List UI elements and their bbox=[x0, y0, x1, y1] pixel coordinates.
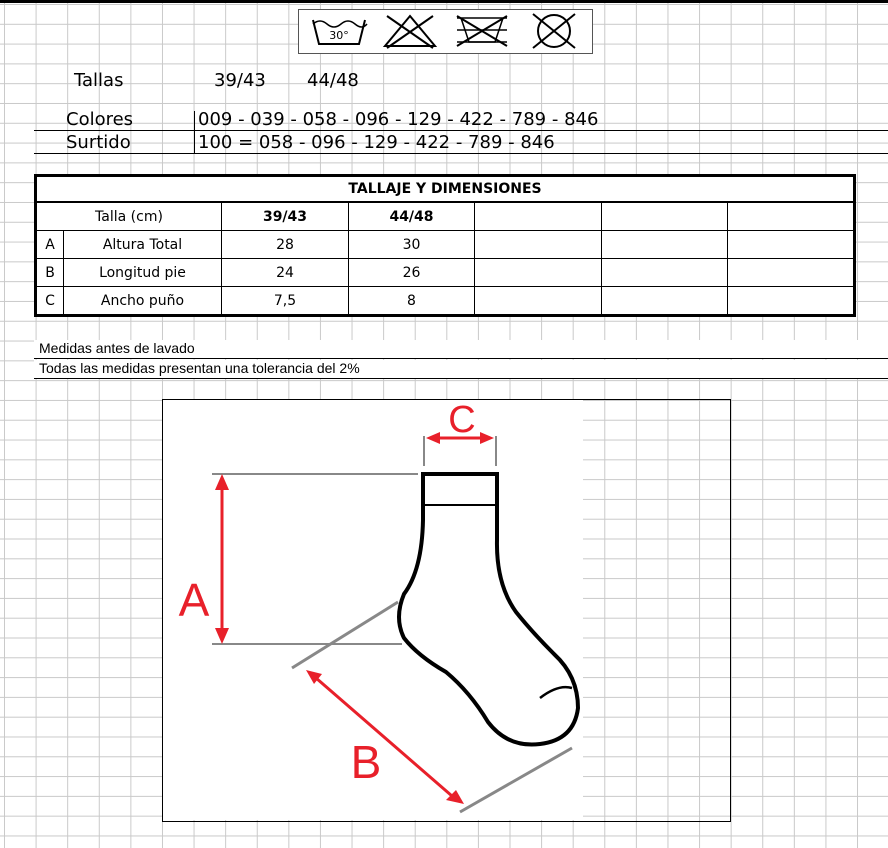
size-44-48: 44/48 bbox=[307, 70, 359, 91]
note-before-wash: Medidas antes de lavado bbox=[34, 340, 888, 359]
label-a: A bbox=[178, 574, 210, 626]
row-value: 30 bbox=[349, 231, 475, 259]
row-value: 8 bbox=[349, 287, 475, 316]
assortment-label: Surtido bbox=[66, 132, 131, 153]
row-value: 24 bbox=[222, 259, 349, 287]
row-value: 26 bbox=[349, 259, 475, 287]
sizes-label: Tallas bbox=[74, 70, 124, 91]
row-label: Altura Total bbox=[64, 231, 222, 259]
row-label: Ancho puño bbox=[64, 287, 222, 316]
label-b: B bbox=[350, 736, 382, 788]
row-letter: B bbox=[36, 259, 64, 287]
label-c: C bbox=[448, 399, 476, 441]
size-header-col: 39/43 bbox=[222, 202, 349, 231]
row-value: 7,5 bbox=[222, 287, 349, 316]
size-39-43: 39/43 bbox=[214, 70, 266, 91]
size-header-label: Talla (cm) bbox=[36, 202, 222, 231]
size-table-title: TALLAJE Y DIMENSIONES bbox=[36, 176, 855, 203]
colors-label: Colores bbox=[66, 109, 134, 130]
row-letter: A bbox=[36, 231, 64, 259]
colors-value: 009 - 039 - 058 - 096 - 129 - 422 - 789 - 846 bbox=[198, 109, 599, 130]
row-value: 28 bbox=[222, 231, 349, 259]
assortment-value: 100 = 058 - 096 - 129 - 422 - 789 - 846 bbox=[198, 132, 555, 153]
note-tolerance: Todas las medidas presentan una tolerancia del 2% bbox=[34, 360, 888, 379]
wash-temp-label: 30° bbox=[329, 29, 349, 42]
row-letter: C bbox=[36, 287, 64, 316]
size-header-col: 44/48 bbox=[349, 202, 475, 231]
row-label: Longitud pie bbox=[64, 259, 222, 287]
